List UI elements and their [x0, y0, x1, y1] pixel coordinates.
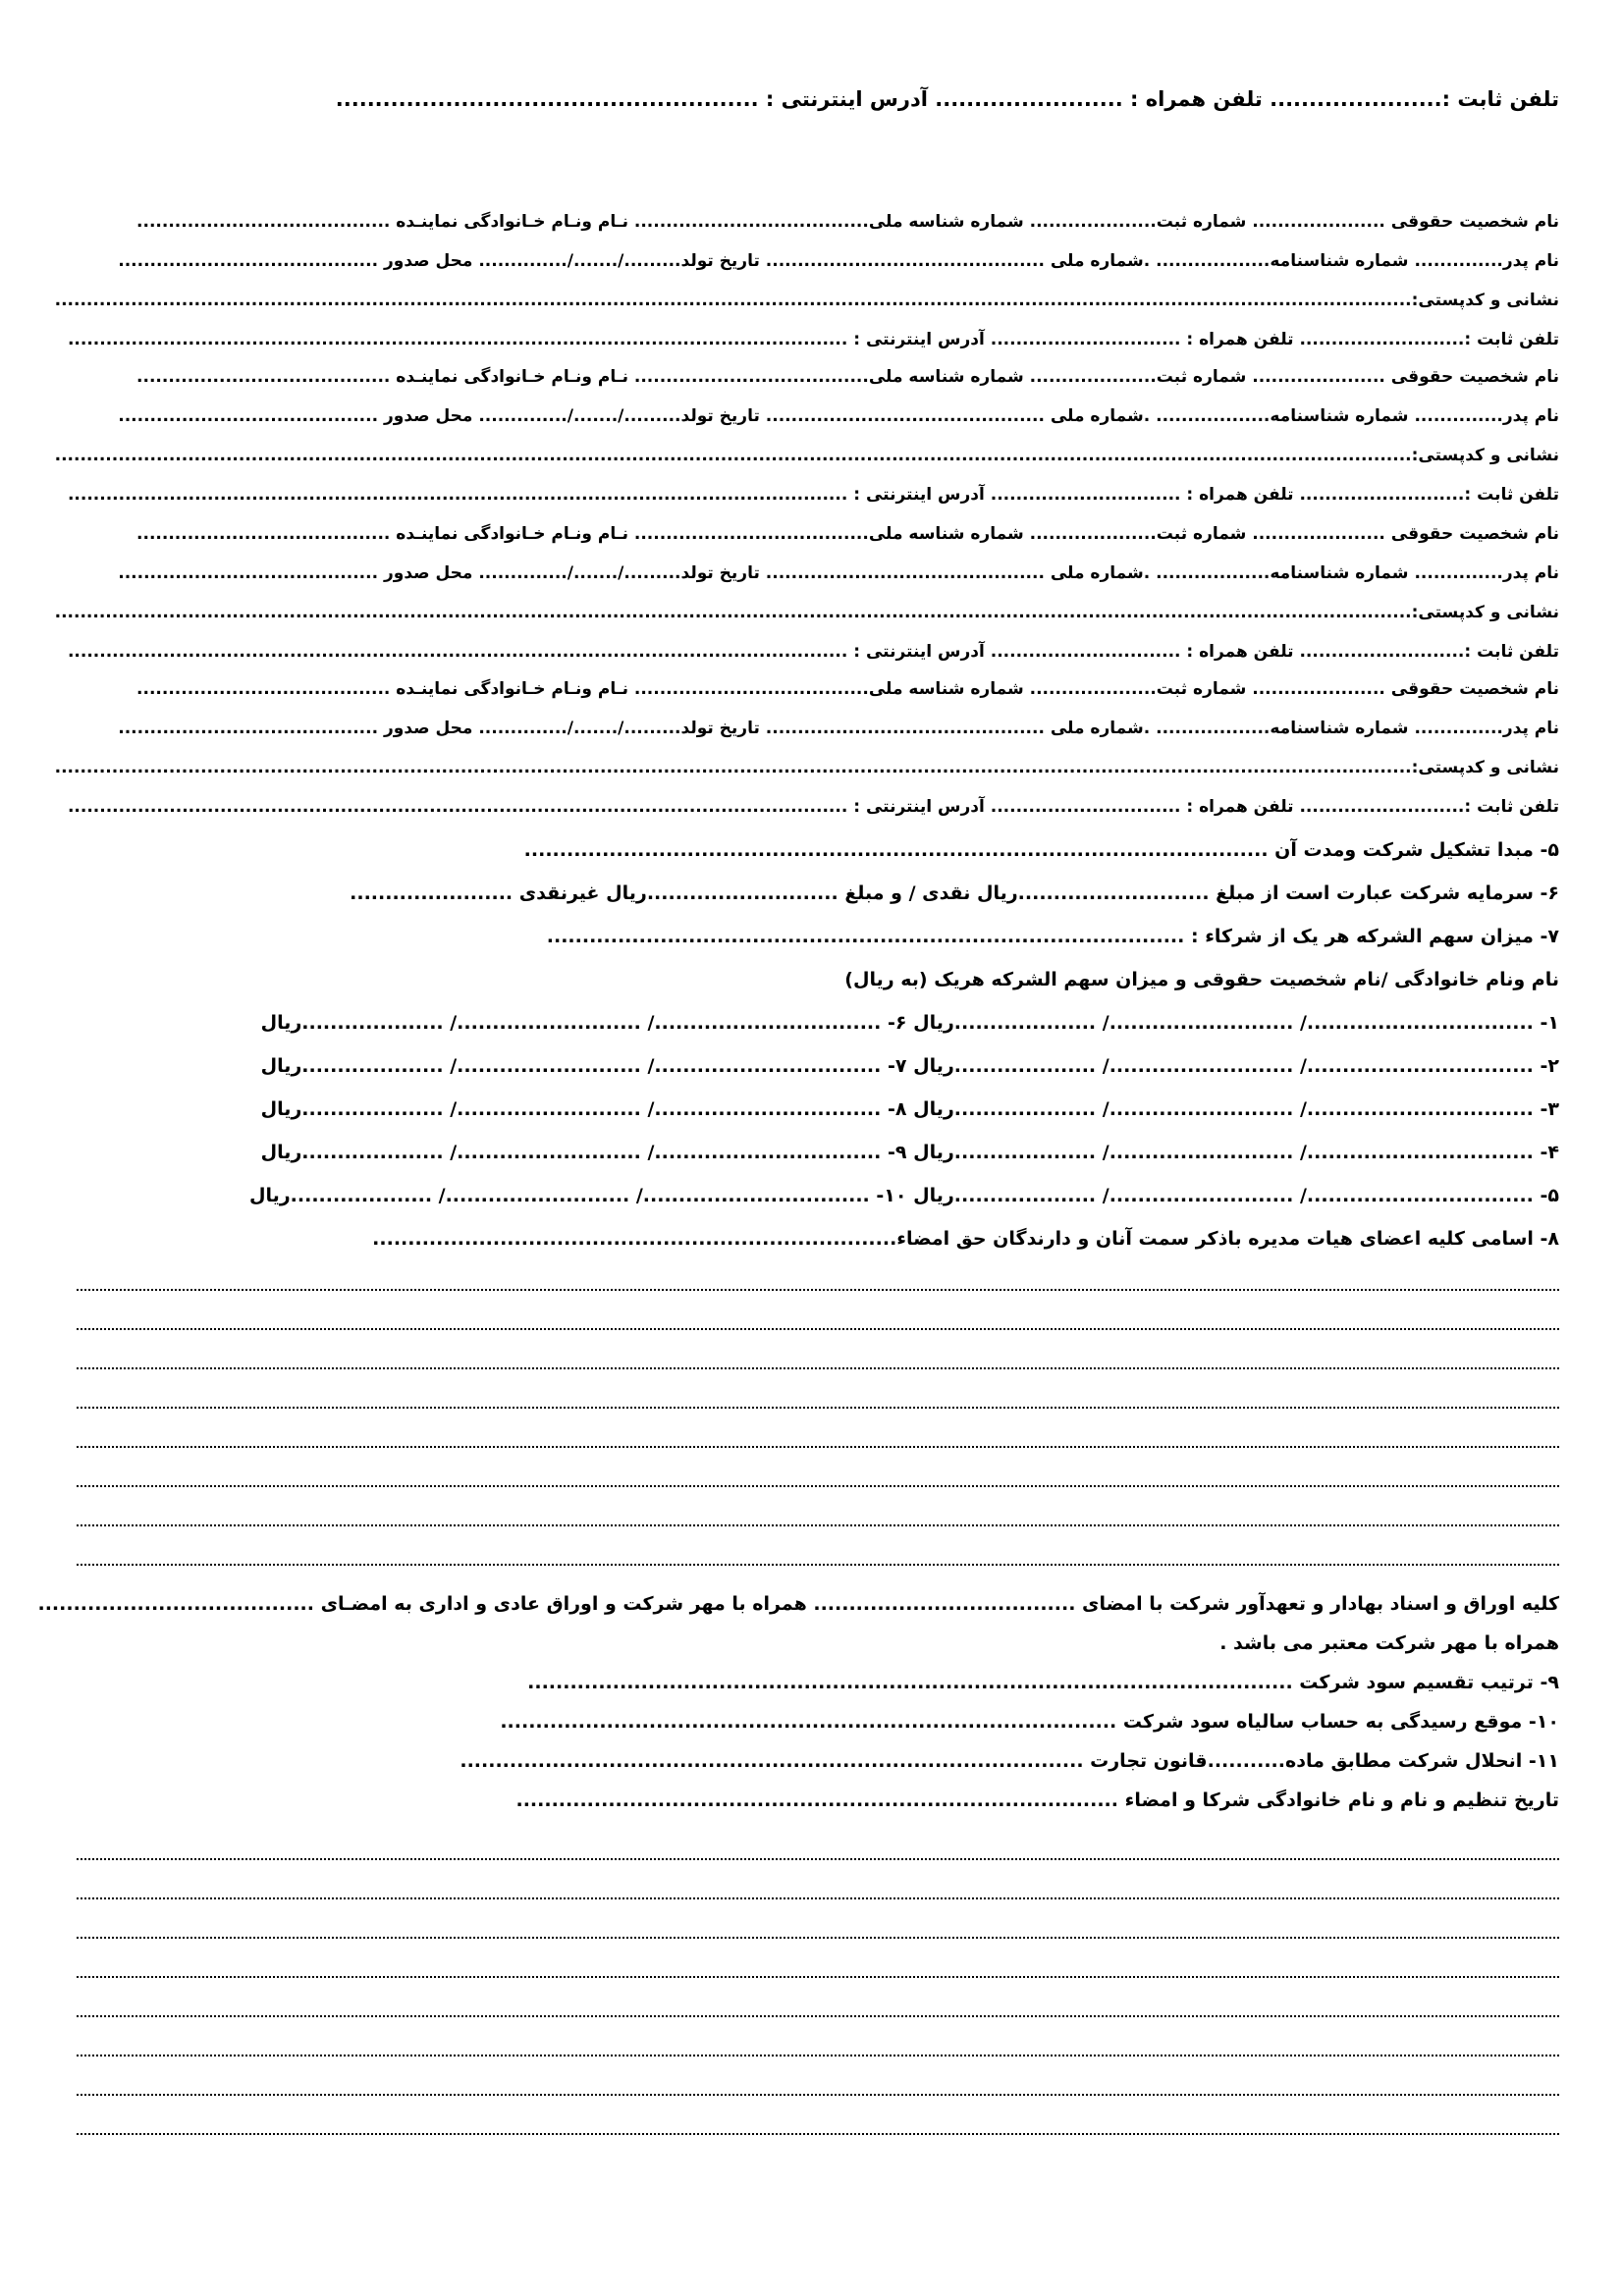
- signatures-dotted-line: [77, 2015, 1559, 2017]
- clause-8-board-members: ۸- اسامی کلیه اعضای هیات مدیره باذکر سمت آنان و دارندگان حق امضاء..........................................................................: [372, 1228, 1559, 1250]
- signatures-dotted-line: [77, 2055, 1559, 2056]
- signature-authority-paragraph-continued: همراه با مهر شرکت معتبر می باشد .: [1219, 1632, 1559, 1654]
- signatures-dotted-line: [77, 2133, 1559, 2135]
- clause-7-share-amount: ۷- میزان سهم الشرکه هر یک از شرکاء : ..........................................................................................: [546, 926, 1559, 947]
- partner-3-identity-row: نام پدر.............. شماره شناسنامه.................. .شماره ملی ............................................ تاریخ تولد........./......./.............. محل صدور .........................................: [118, 563, 1559, 583]
- partner-1-legal-entity-row: نام شخصیت حقوقی ..................... شماره ثبت.................... شماره شناسه ملی..................................... نـام ونـام خـانوادگی نماینـده ........................................: [136, 212, 1559, 232]
- shares-heading: نام ونام خانوادگی /نام شخصیت حقوقی و میزان سهم الشرکه هریک (به ریال): [844, 969, 1559, 990]
- share-row-5: ۵- ................................/ ........................../ ....................ریال ۱۰- ................................/ ........................../ ....................ریال: [248, 1185, 1559, 1206]
- clause-6-capital: ۶- سرمایه شرکت عبارت است از مبلغ ...........................ریال نقدی / و مبلغ ...........................ریال غیرنقدی .......................: [350, 882, 1559, 904]
- partner-2-identity-row: نام پدر.............. شماره شناسنامه.................. .شماره ملی ............................................ تاریخ تولد........./......./.............. محل صدور .........................................: [118, 406, 1559, 426]
- board-members-dotted-line: [77, 1328, 1559, 1330]
- signatures-dotted-line: [77, 1937, 1559, 1939]
- board-members-dotted-line: [77, 1524, 1559, 1526]
- share-row-3: ۳- ................................/ ........................../ ....................ریال ۸- ................................/ ........................../ ....................ریال: [260, 1098, 1559, 1120]
- partner-2-legal-entity-row: نام شخصیت حقوقی ..................... شماره ثبت.................... شماره شناسه ملی..................................... نـام ونـام خـانوادگی نماینـده ........................................: [136, 367, 1559, 387]
- share-row-4: ۴- ................................/ ........................../ ....................ریال ۹- ................................/ ........................../ ....................ریال: [260, 1142, 1559, 1163]
- clause-9-profit-distribution: ۹- ترتیب تقسیم سود شرکت ............................................................................................................: [527, 1672, 1559, 1693]
- partner-3-contact-row: تلفن ثابت :.......................... تلفن همراه : .............................. آدرس اینترنتی : ...........................................................................................................................: [67, 642, 1559, 662]
- header-contact-line: تلفن ثابت :...................... تلفن همراه : ........................ آدرس اینترنتی : ......................................................: [335, 87, 1559, 111]
- board-members-dotted-line: [77, 1446, 1559, 1448]
- partner-4-address-row: نشانی و کدپستی:......................................................................................................................................................................................................................: [54, 758, 1559, 777]
- signature-authority-paragraph: کلیه اوراق و اسناد بهادار و تعهدآور شرکت با امضای ..................................... همراه با مهر شرکت و اوراق عادی و اداری به امضـای .......................................: [37, 1593, 1559, 1615]
- partner-3-legal-entity-row: نام شخصیت حقوقی ..................... شماره ثبت.................... شماره شناسه ملی..................................... نـام ونـام خـانوادگی نماینـده ........................................: [136, 524, 1559, 544]
- partner-3-address-row: نشانی و کدپستی:......................................................................................................................................................................................................................: [54, 603, 1559, 622]
- partner-4-identity-row: نام پدر.............. شماره شناسنامه.................. .شماره ملی ............................................ تاریخ تولد........./......./.............. محل صدور .........................................: [118, 719, 1559, 738]
- clause-11-dissolution: ۱۱- انحلال شرکت مطابق ماده...........قانون تجارت ........................................................................................: [460, 1750, 1559, 1772]
- partner-2-address-row: نشانی و کدپستی:......................................................................................................................................................................................................................: [54, 446, 1559, 465]
- partner-1-identity-row: نام پدر.............. شماره شناسنامه.................. .شماره ملی ............................................ تاریخ تولد........./......./.............. محل صدور .........................................: [118, 251, 1559, 271]
- board-members-dotted-line: [77, 1367, 1559, 1369]
- clause-10-annual-accounts: ۱۰- موقع رسیدگی به حساب سالیاه سود شرکت .......................................................................................: [500, 1711, 1559, 1733]
- partner-4-contact-row: تلفن ثابت :.......................... تلفن همراه : .............................. آدرس اینترنتی : ...........................................................................................................................: [67, 797, 1559, 817]
- partner-1-contact-row: تلفن ثابت :.......................... تلفن همراه : .............................. آدرس اینترنتی : ...........................................................................................................................: [67, 330, 1559, 349]
- board-members-dotted-line: [77, 1289, 1559, 1291]
- clause-5-start-duration: ۵- مبدا تشکیل شرکت ومدت آن .........................................................................................................: [523, 839, 1559, 861]
- signatures-dotted-line: [77, 1976, 1559, 1978]
- partner-2-contact-row: تلفن ثابت :.......................... تلفن همراه : .............................. آدرس اینترنتی : ...........................................................................................................................: [67, 485, 1559, 505]
- closing-date-signatures: تاریخ تنظیم و نام و نام خانوادگی شرکا و امضاء .....................................................................................: [515, 1789, 1559, 1811]
- board-members-dotted-line: [77, 1564, 1559, 1566]
- board-members-dotted-line: [77, 1407, 1559, 1409]
- signatures-dotted-line: [77, 1858, 1559, 1860]
- signatures-dotted-line: [77, 1897, 1559, 1899]
- share-row-2: ۲- ................................/ ........................../ ....................ریال ۷- ................................/ ........................../ ....................ریال: [260, 1055, 1559, 1077]
- share-row-1: ۱- ................................/ ........................../ ....................ریال ۶- ................................/ ........................../ ....................ریال: [260, 1012, 1559, 1034]
- partner-4-legal-entity-row: نام شخصیت حقوقی ..................... شماره ثبت.................... شماره شناسه ملی..................................... نـام ونـام خـانوادگی نماینـده ........................................: [136, 679, 1559, 699]
- signatures-dotted-line: [77, 2094, 1559, 2096]
- board-members-dotted-line: [77, 1485, 1559, 1487]
- partner-1-address-row: نشانی و کدپستی:......................................................................................................................................................................................................................: [54, 291, 1559, 310]
